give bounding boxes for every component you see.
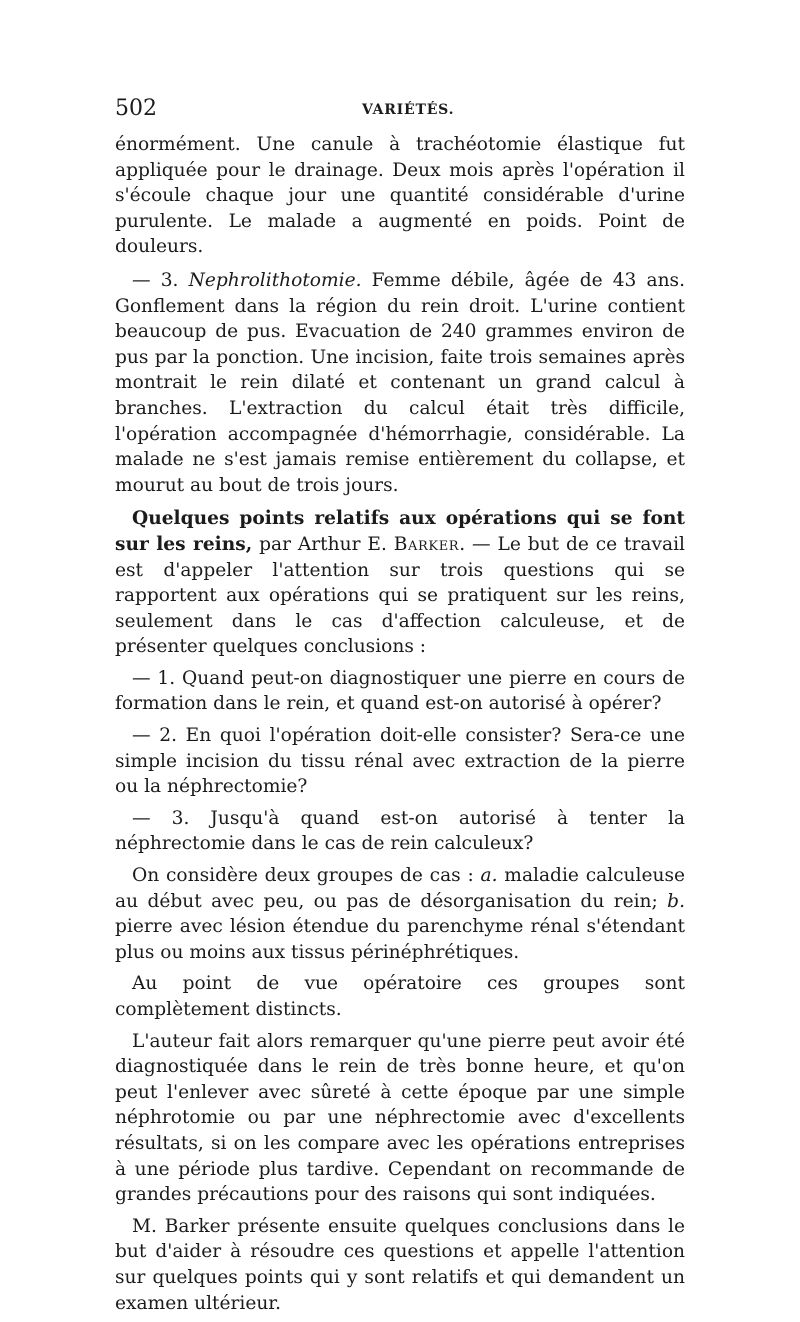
article-author-prefix: par Arthur E. — [252, 533, 394, 555]
article-intro-text: . — Le but de ce travail est d'appeler l'attention sur trois questions qui se rapportent aux opérations qui se pratiquent sur les reins, seulement dans le cas d'affection calculeuse, et de présenter quelques conclusions : — [115, 533, 685, 658]
group-a-letter: a. — [480, 865, 498, 887]
group-a-text: maladie calculeuse au début avec peu, ou pas de désorganisation du rein; — [115, 865, 685, 912]
group-b-text: pierre avec lésion étendue du parenchyme rénal s'étendant plus ou moins aux tissus périnéphrétiques. — [115, 916, 685, 963]
case-3-text: Femme débile, âgée de 43 ans. Gonflement dans la région du rein droit. L'urine contient beaucoup de pus. Evacuation de 240 grammes environ de pus par la ponction. Une incision, faite trois semaines après montrait le rein dilaté et contenant un grand calcul à branches. L'extraction du calcul était très difficile, l'opération accompagnée d'hémorrhagie, considérable. La malade ne s'est jamais remise entièrement du collapse, et mourut au bout de trois jours. — [115, 269, 686, 496]
article-title: Quelques points relatifs aux opérations qui se font sur les reins, — [115, 508, 685, 555]
question-3: — 3. Jusqu'à quand est-on autorisé à tenter la néphrectomie dans le cas de rein calculeux? — [115, 807, 685, 855]
case-groups-paragraph — [115, 863, 685, 965]
running-title: VARIÉTÉS. — [362, 102, 455, 118]
group-b-letter: b. — [667, 890, 685, 912]
article-intro-paragraph — [115, 506, 685, 660]
page-number: 502 — [115, 96, 157, 121]
question-2: — 2. En quoi l'opération doit-elle consister? Sera-ce une simple incision du tissu rénal avec extraction de la pierre ou la néphrectomie? — [115, 725, 685, 798]
conclusions-paragraph: M. Barker présente ensuite quelques conclusions dans le but d'aider à résoudre ces questions et appelle l'attention sur quelques points qui y sont relatifs et qui demandent un examen ultérieur. — [115, 1215, 685, 1314]
page-body — [115, 132, 685, 1322]
page-header — [115, 96, 685, 126]
article-author: Barker — [393, 533, 460, 555]
operative-distinction-paragraph: Au point de vue opératoire ces groupes sont complètement distincts. — [115, 973, 685, 1020]
author-remarks-paragraph: L'auteur fait alors remarquer qu'une pierre peut avoir été diagnostiquée dans le rein de très bonne heure, et qu'on peut l'enlever avec sûreté à cette époque par une simple néphrotomie ou par une néphrectomie avec d'excellents résultats, si on les compare avec les opérations entreprises à une période plus tardive. Cependant on recommande de grandes précautions pour des raisons qui sont indiquées. — [115, 1030, 685, 1206]
case-groups-intro: On considère deux groupes de cas : — [132, 865, 481, 887]
case-3-paragraph — [115, 268, 685, 498]
question-1: — 1. Quand peut-on diagnostiquer une pierre en cours de formation dans le rein, et quand est-on autorisé à opérer? — [115, 667, 685, 715]
paragraph-continuation: énormément. Une canule à trachéotomie élastique fut appliquée pour le drainage. Deux mois après l'opération il s'écoule chaque jour une quantité considérable d'urine purulente. Le malade a augmenté en poids. Point de douleurs. — [115, 134, 685, 258]
case-3-number: — 3. — [132, 269, 189, 291]
case-3-title: Nephrolithotomie. — [188, 269, 362, 291]
